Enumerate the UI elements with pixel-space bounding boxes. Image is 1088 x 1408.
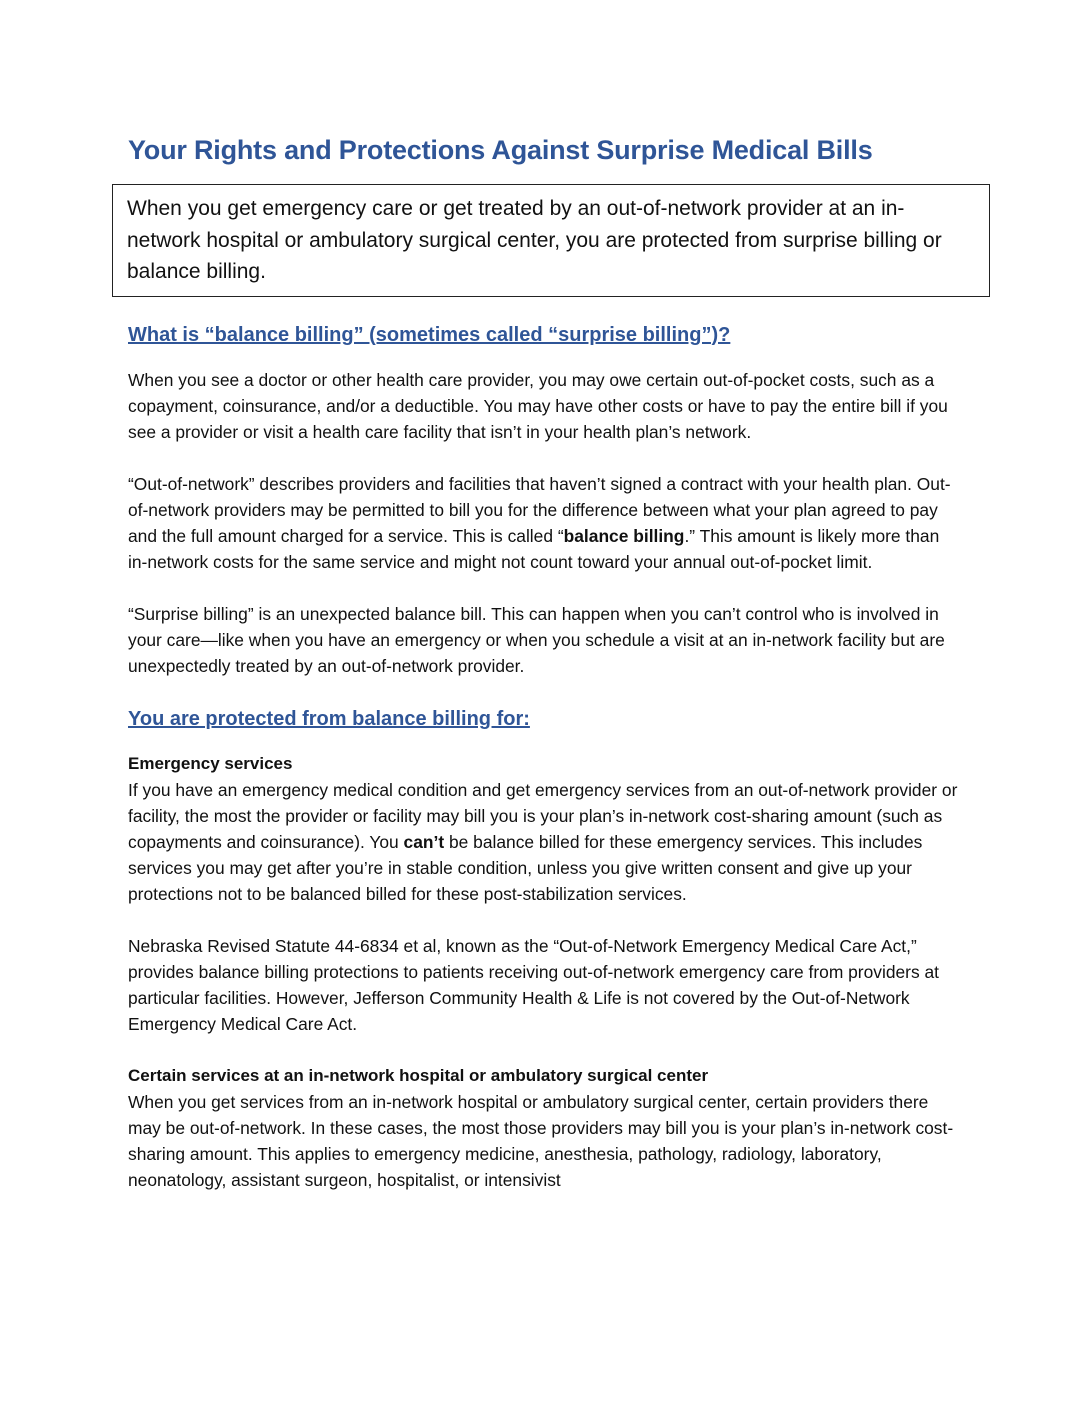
paragraph-out-of-pocket: When you see a doctor or other health care provider, you may owe certain out-of-pocket costs, such as a copayment, coinsurance, and/or a deductible. You may have other costs or have to pay the entire bill if you see a provider or visit a health care facility that isn’t in your health plan’s network. xyxy=(128,369,948,442)
paragraph-certain-services: When you get services from an in-network hospital or ambulatory surgical center, certain providers there may be out-of-network. In these cases, the most those providers may bill you is your plan’s in-network cost-sharing amount. This applies to emergency medicine, anesthesia, pathology, radiology, laboratory, neonatology, assistant surgeon, hospitalist, or intensivist xyxy=(128,1091,954,1190)
subheading-emergency-services: Emergency services xyxy=(128,753,293,773)
paragraph-text: be balance billed for these emergency services. This includes services you may get after you’re in stable condition, unless you give written consent and give up your protections not to be balanced billed for these post-stabilization services. xyxy=(128,831,923,904)
section-heading-protections: You are protected from balance billing for: xyxy=(128,707,530,730)
paragraph-emergency-services xyxy=(128,777,960,907)
paragraph-text: “Out-of-network” describes providers and facilities that haven’t signed a contract with your health plan. Out-of-network providers may be permitted to bill you for the difference between what your plan agreed to pay and the full amount charged for a service. This is called “ xyxy=(128,473,951,546)
emergency-services-block xyxy=(128,751,960,907)
intro-box: When you get emergency care or get treated by an out-of-network provider at an in-network hospital or ambulatory surgical center, you are protected from surprise billing or balance billing. xyxy=(112,184,990,297)
paragraph-text: If you have an emergency medical condition and get emergency services from an out-of-network provider or facility, the most the provider or facility may bill you is your plan’s in-network cost-sharing amount (such as copayments and coinsurance). You xyxy=(128,779,958,852)
paragraph-text: .” This amount is likely more than in-network costs for the same service and might not count toward your annual out-of-pocket limit. xyxy=(128,525,940,572)
page-title: Your Rights and Protections Against Surprise Medical Bills xyxy=(128,135,873,165)
bold-term-balance-billing: balance billing xyxy=(563,525,685,546)
subheading-certain-services: Certain services at an in-network hospital or ambulatory surgical center xyxy=(128,1065,709,1085)
section-heading-balance-billing: What is “balance billing” (sometimes called “surprise billing”)? xyxy=(128,323,731,346)
document-page xyxy=(128,128,960,1219)
paragraph-surprise-billing: “Surprise billing” is an unexpected balance bill. This can happen when you can’t control who is involved in your care—like when you have an emergency or when you schedule a visit at an in-network facility but are unexpectedly treated by an out-of-network provider. xyxy=(128,603,945,676)
paragraph-nebraska-statute: Nebraska Revised Statute 44-6834 et al, known as the “Out-of-Network Emergency Medical Care Act,” provides balance billing protections to patients receiving out-of-network emergency care from providers at particular facilities. However, Jefferson Community Health & Life is not covered by the Out-of-Network Emergency Medical Care Act. xyxy=(128,935,939,1034)
paragraph-out-of-network xyxy=(128,471,960,575)
bold-term-cant: can’t xyxy=(403,831,445,852)
certain-services-block xyxy=(128,1063,960,1193)
